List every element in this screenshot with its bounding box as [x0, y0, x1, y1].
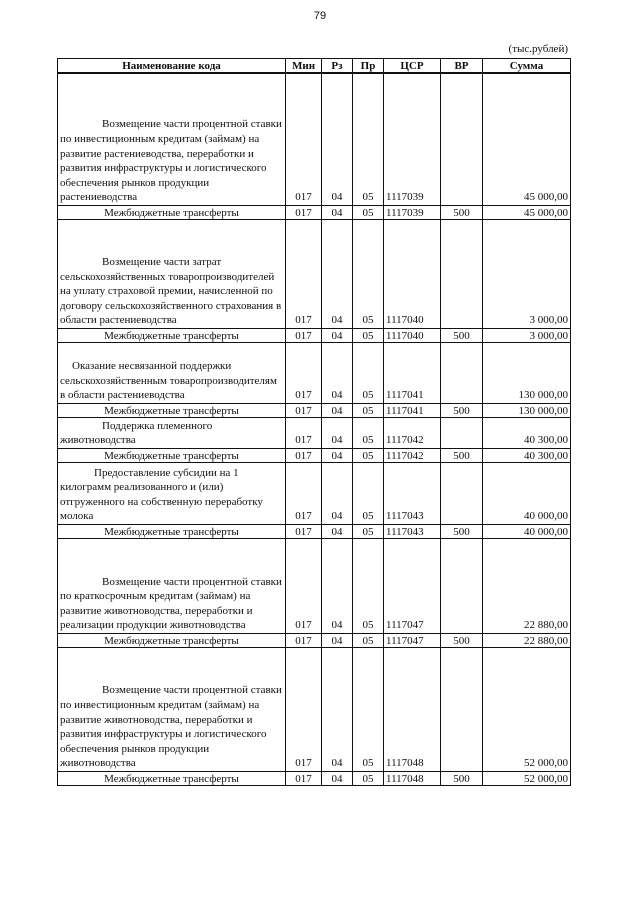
row-csr: 1117042	[384, 418, 441, 449]
row-vr	[441, 463, 483, 525]
row-min: 017	[286, 329, 322, 343]
row-sum: 45 000,00	[483, 206, 571, 220]
row-csr: 1117039	[384, 73, 441, 206]
row-sum: 40 300,00	[483, 418, 571, 449]
header-name: Наименование кода	[58, 59, 286, 74]
row-pr: 05	[353, 418, 384, 449]
row-rz: 04	[322, 418, 353, 449]
row-csr: 1117047	[384, 539, 441, 634]
row-csr: 1117039	[384, 206, 441, 220]
row-rz: 04	[322, 634, 353, 648]
row-sum: 130 000,00	[483, 343, 571, 404]
row-csr: 1117048	[384, 648, 441, 772]
row-min: 017	[286, 648, 322, 772]
row-rz: 04	[322, 772, 353, 786]
table-row	[58, 634, 571, 648]
row-name: Межбюджетные трансферты	[58, 525, 286, 539]
row-pr: 05	[353, 525, 384, 539]
row-pr: 05	[353, 449, 384, 463]
row-vr: 500	[441, 772, 483, 786]
row-csr: 1117048	[384, 772, 441, 786]
row-csr: 1117040	[384, 220, 441, 329]
row-min: 017	[286, 449, 322, 463]
row-csr: 1117043	[384, 525, 441, 539]
table-row	[58, 329, 571, 343]
row-pr: 05	[353, 634, 384, 648]
header-csr: ЦСР	[384, 59, 441, 74]
row-name-text: Оказание несвязанной поддержки сельскохозяйственным товаропроизводителям в области растениеводства	[60, 360, 277, 402]
row-pr: 05	[353, 404, 384, 418]
row-vr	[441, 418, 483, 449]
row-rz: 04	[322, 648, 353, 772]
row-name	[58, 343, 286, 404]
row-csr: 1117042	[384, 449, 441, 463]
row-rz: 04	[322, 329, 353, 343]
row-pr: 05	[353, 329, 384, 343]
row-min: 017	[286, 404, 322, 418]
row-name-text: Возмещение части затрат сельскохозяйственных товаропроизводителей на уплату страховой премии, начисленной по договору сельскохозяйственного страхования в области растениеводства	[60, 256, 282, 327]
row-sum: 130 000,00	[483, 404, 571, 418]
table-row	[58, 418, 571, 449]
row-sum: 52 000,00	[483, 648, 571, 772]
row-sum: 22 880,00	[483, 539, 571, 634]
row-min: 017	[286, 73, 322, 206]
table-row	[58, 525, 571, 539]
row-vr	[441, 539, 483, 634]
row-sum: 45 000,00	[483, 73, 571, 206]
row-rz: 04	[322, 539, 353, 634]
row-name	[58, 648, 286, 772]
table-row	[58, 404, 571, 418]
row-sum: 22 880,00	[483, 634, 571, 648]
row-min: 017	[286, 525, 322, 539]
row-rz: 04	[322, 463, 353, 525]
table-row	[58, 206, 571, 220]
header-pr: Пр	[353, 59, 384, 74]
row-pr: 05	[353, 463, 384, 525]
header-rz: Рз	[322, 59, 353, 74]
row-name: Межбюджетные трансферты	[58, 634, 286, 648]
row-sum: 52 000,00	[483, 772, 571, 786]
row-vr	[441, 73, 483, 206]
header-vr: ВР	[441, 59, 483, 74]
table-row	[58, 343, 571, 404]
row-sum: 40 000,00	[483, 463, 571, 525]
row-min: 017	[286, 772, 322, 786]
row-pr: 05	[353, 772, 384, 786]
table-header-row	[58, 59, 571, 74]
row-name-text: Поддержка племенного животноводства	[60, 419, 213, 447]
row-min: 017	[286, 539, 322, 634]
row-csr: 1117043	[384, 463, 441, 525]
row-min: 017	[286, 463, 322, 525]
row-rz: 04	[322, 73, 353, 206]
row-vr: 500	[441, 449, 483, 463]
row-rz: 04	[322, 220, 353, 329]
row-min: 017	[286, 418, 322, 449]
row-pr: 05	[353, 206, 384, 220]
table-row	[58, 648, 571, 772]
row-rz: 04	[322, 206, 353, 220]
row-sum: 3 000,00	[483, 329, 571, 343]
row-vr: 500	[441, 634, 483, 648]
row-pr: 05	[353, 73, 384, 206]
table-row	[58, 539, 571, 634]
row-vr: 500	[441, 206, 483, 220]
row-sum: 40 300,00	[483, 449, 571, 463]
table-row	[58, 463, 571, 525]
row-name: Межбюджетные трансферты	[58, 772, 286, 786]
row-name: Межбюджетные трансферты	[58, 329, 286, 343]
row-vr: 500	[441, 525, 483, 539]
row-vr: 500	[441, 404, 483, 418]
row-pr: 05	[353, 648, 384, 772]
row-name	[58, 73, 286, 206]
header-sum: Сумма	[483, 59, 571, 74]
row-csr: 1117041	[384, 343, 441, 404]
row-name-text: Возмещение части процентной ставки по краткосрочным кредитам (займам) на развитие животноводства, переработки и реализации продукции животноводства	[60, 575, 282, 632]
row-rz: 04	[322, 343, 353, 404]
row-pr: 05	[353, 539, 384, 634]
page-number: 79	[313, 10, 327, 22]
header-min: Мин	[286, 59, 322, 74]
row-pr: 05	[353, 343, 384, 404]
row-min: 017	[286, 634, 322, 648]
row-name	[58, 463, 286, 525]
row-min: 017	[286, 343, 322, 404]
row-pr: 05	[353, 220, 384, 329]
row-rz: 04	[322, 525, 353, 539]
row-min: 017	[286, 206, 322, 220]
row-vr: 500	[441, 329, 483, 343]
row-vr	[441, 343, 483, 404]
row-name	[58, 539, 286, 634]
row-rz: 04	[322, 404, 353, 418]
table-row	[58, 73, 571, 206]
row-csr: 1117041	[384, 404, 441, 418]
row-name	[58, 220, 286, 329]
row-name-text: Возмещение части процентной ставки по инвестиционным кредитам (займам) на развитие растениеводства, переработки и развития инфраструктуры и логистического обеспечения рынков продукции растениеводства	[60, 118, 282, 204]
row-rz: 04	[322, 449, 353, 463]
row-csr: 1117040	[384, 329, 441, 343]
row-sum: 40 000,00	[483, 525, 571, 539]
row-name	[58, 418, 286, 449]
table-row	[58, 449, 571, 463]
row-name: Межбюджетные трансферты	[58, 404, 286, 418]
budget-table	[57, 58, 571, 786]
row-name-text: Возмещение части процентной ставки по инвестиционным кредитам (займам) на развитие животноводства, переработки и развития инфраструктуры и логистического обеспечения рынков продукции животноводства	[60, 684, 282, 770]
row-name-text: Предоставление субсидии на 1 килограмм реализованного и (или) отгруженного на собственную переработку молока	[60, 466, 263, 523]
table-row	[58, 220, 571, 329]
row-vr	[441, 648, 483, 772]
row-sum: 3 000,00	[483, 220, 571, 329]
row-name: Межбюджетные трансферты	[58, 206, 286, 220]
row-csr: 1117047	[384, 634, 441, 648]
row-min: 017	[286, 220, 322, 329]
table-row	[58, 772, 571, 786]
row-name: Межбюджетные трансферты	[58, 449, 286, 463]
row-vr	[441, 220, 483, 329]
units-label: (тыс.рублей)	[508, 43, 568, 55]
